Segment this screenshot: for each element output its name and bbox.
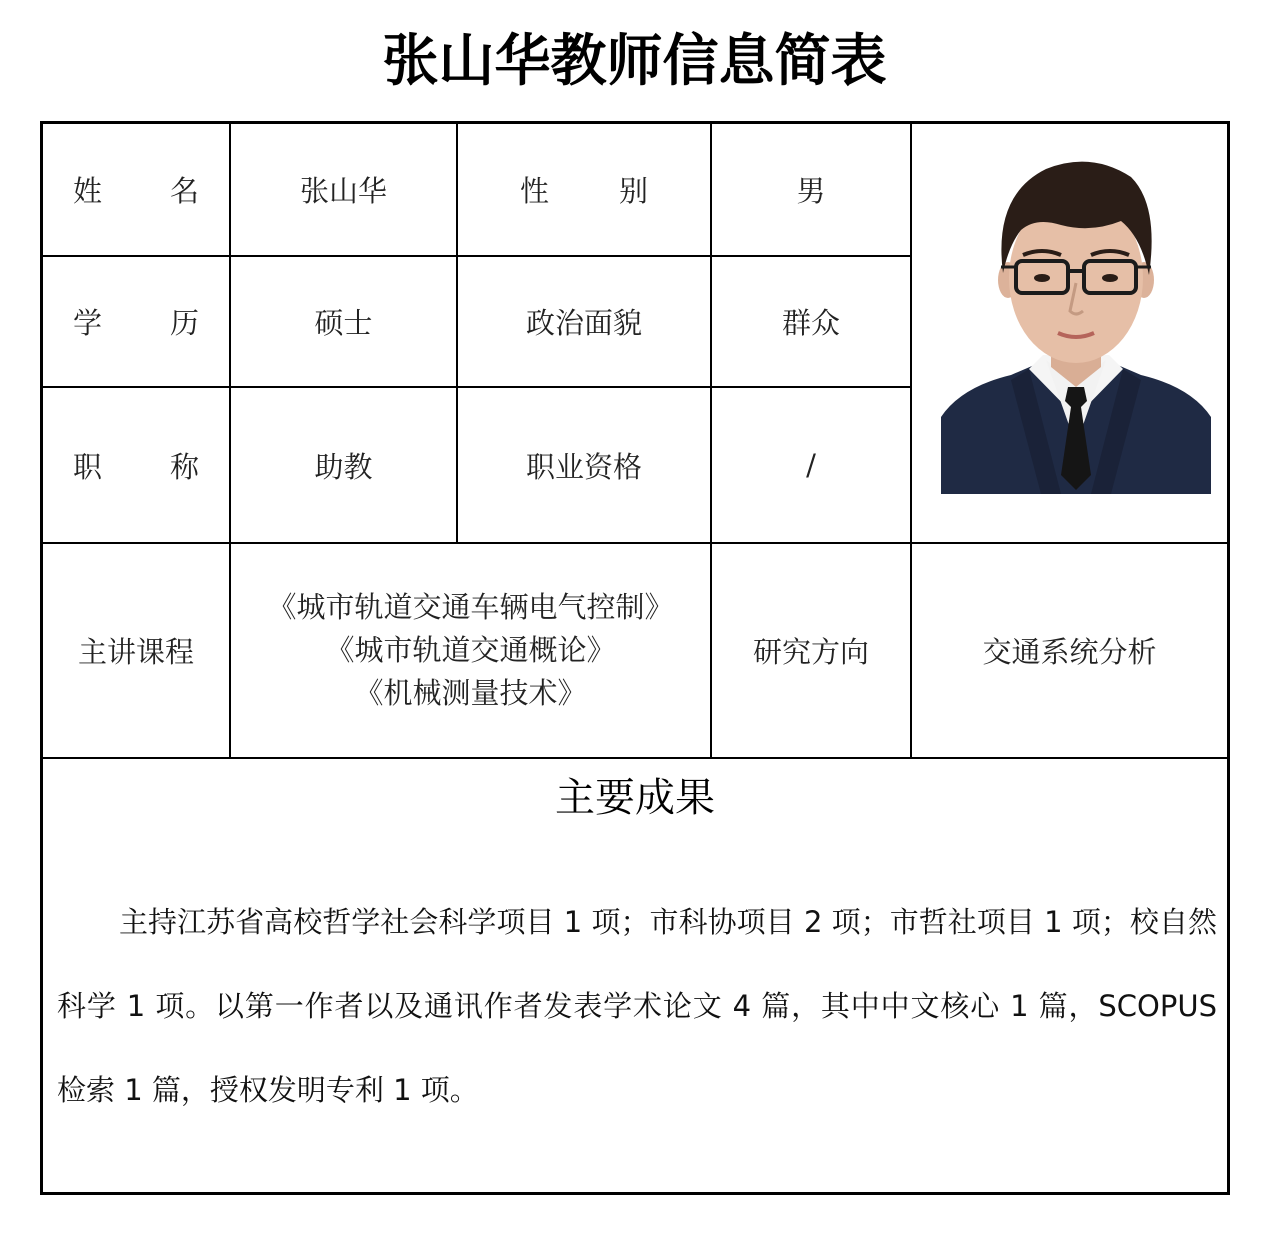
job-title-value: 助教: [314, 449, 373, 484]
courses-label: 主讲课程: [77, 635, 194, 669]
name-label: 姓 名: [73, 174, 199, 208]
qualification-label: 职业资格: [525, 449, 642, 484]
achievements-text: 主持江苏省高校哲学社会科学项目 1 项；市科协项目 2 项；市哲社项目 1 项；校自然科学 1 项。以第一作者以及通讯作者发表学术论文 4 篇，其中中文核心 1 篇，SCOPUS 检索 1 篇，授权发明专利 1 项。: [57, 905, 1217, 1107]
course-item: 《城市轨道交通概论》: [325, 633, 616, 667]
name-value: 张山华: [299, 174, 387, 208]
job-title-label: 职 称: [73, 449, 199, 484]
education-value: 硕士: [314, 306, 373, 340]
political-label: 政治面貌: [525, 306, 642, 340]
row-divider: [43, 757, 1227, 759]
achievements-heading: 主要成果: [555, 775, 715, 821]
gender-value: 男: [796, 174, 826, 208]
research-label: 研究方向: [752, 635, 869, 669]
political-value: 群众: [781, 306, 840, 340]
page-title: 张山华教师信息简表: [382, 29, 887, 94]
courses-list: [231, 544, 710, 757]
course-item: 《城市轨道交通车辆电气控制》: [267, 590, 674, 624]
research-value: 交通系统分析: [982, 635, 1157, 669]
education-label: 学 历: [73, 306, 199, 340]
teacher-photo: [941, 155, 1211, 494]
course-item: 《机械测量技术》: [354, 676, 587, 710]
qualification-value: /: [806, 448, 816, 482]
gender-label: 性 别: [520, 174, 648, 208]
